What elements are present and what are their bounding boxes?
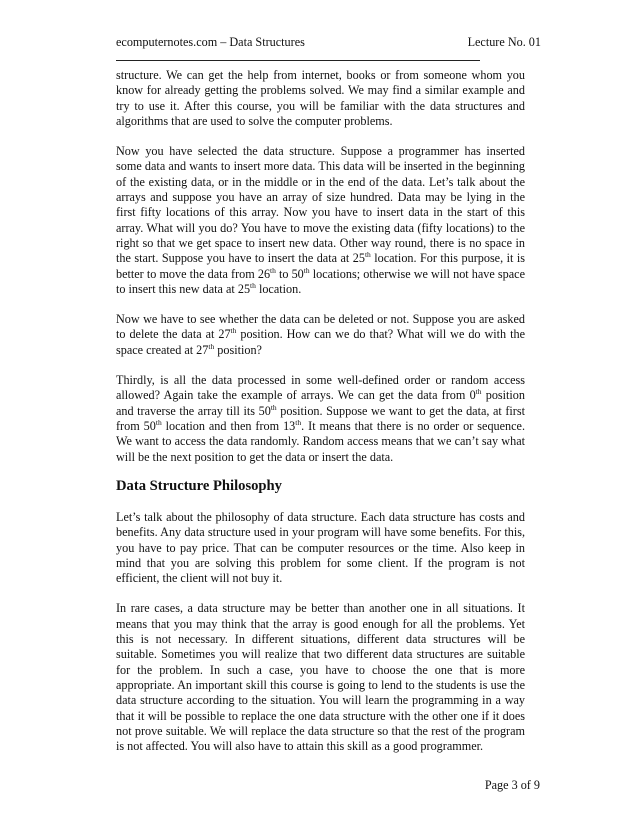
text-run: position? (214, 342, 262, 357)
text-run: position. How can we do that? What will we do with the space created at 27 (116, 327, 525, 357)
header-lecture-number: Lecture No. 01 (467, 35, 541, 49)
page-header (116, 35, 541, 50)
page-number: Page 3 of 9 (484, 778, 540, 792)
header-site-title: ecomputernotes.com – Data Structures (116, 35, 305, 49)
text-run: location. (255, 281, 302, 296)
paragraph: In rare cases, a data structure may be better than another one in all situations. It means that you may think that the array is good enough for all the problems. Yet this is not necessary. In different situations, different data structures will be suitable. Sometimes you will realize that two different data structures are suitable for the problem. In such a case, you have to choose the one that is more appropriate. An important skill this course is going to lend to the students is use the data structure according to the situation. You will learn the programming in a way that it will be possible to replace the one data structure with the other one if it does not prove suitable. We will replace the data structure so that the rest of the program is not affected. You will also have to attain this skill as a good programmer. (116, 601, 525, 754)
ordinal-superscript: th (230, 326, 237, 336)
ordinal-superscript: th (155, 417, 162, 427)
paragraph: Let’s talk about the philosophy of data structure. Each data structure has costs and benefits. Any data structure used in your program will have some benefits. For this, you have to pay price. That can be computer resources or the time. Also keep in mind that you are solving this problem for some client. If the program is not efficient, the client will not buy it. (116, 510, 525, 586)
text-run: locations; otherwise we will not have space to insert this new data at 25 (116, 266, 525, 296)
text-run: Now you have selected the data structure. Suppose a programmer has inserted some data and wants to insert more data. This data will be inserted in the beginning of the existing data, or in the middle or in the end of the data. Let’s talk about the arrays and suppose you have an array of size hundred. Data may be lying in the first fifty locations of this array. Now you have to insert data in the start of this array. What will you do? You have to move the existing data (fifty locations) to the right so that we get space to insert new data. Other way round, there is no space in the start. Suppose you have to insert the data at 25 (116, 144, 525, 266)
paragraph (116, 373, 525, 465)
text-run: Thirdly, is all the data processed in some well-defined order or random access allowed? Again take the example of arrays. We can get the data from 0 (116, 373, 525, 403)
ordinal-superscript: th (208, 341, 215, 351)
text-run: Now we have to see whether the data can be deleted or not. Suppose you are asked to delete the data at 27 (116, 312, 525, 342)
header-rule (116, 60, 480, 61)
section-heading: Data Structure Philosophy (116, 478, 282, 494)
text-run: . It means that there is no order or sequence. We want to access the data randomly. Random access means that we can’t say what will be the next position to get the data or insert the data. (116, 418, 526, 464)
ordinal-superscript: th (475, 387, 482, 397)
text-run: structure. We can get the help from internet, books or from someone whom you know for already getting the problems solved. We may find a similar example and try to use it. After this course, you will be familiar with the data structures and algorithms that are used to solve the computer problems. (116, 68, 525, 128)
ordinal-superscript: th (295, 417, 302, 427)
text-run: to 50 (275, 266, 304, 281)
paragraph (116, 312, 525, 358)
text-run: location and then from 13 (161, 418, 296, 433)
ordinal-superscript: th (364, 250, 371, 260)
ordinal-superscript: th (303, 265, 310, 275)
text-run: position and traverse the array till its 50 (116, 388, 525, 418)
paragraph (116, 68, 525, 129)
ordinal-superscript: th (270, 265, 276, 275)
section-body (116, 510, 525, 754)
ordinal-superscript: th (270, 402, 277, 412)
text-run: location. For this purpose, it is better to move the data from 26 (116, 251, 525, 281)
body-text (116, 68, 525, 465)
ordinal-superscript: th (250, 280, 256, 290)
paragraph (116, 144, 525, 297)
text-run: position. Suppose we want to get the data, at first from 50 (116, 403, 525, 433)
